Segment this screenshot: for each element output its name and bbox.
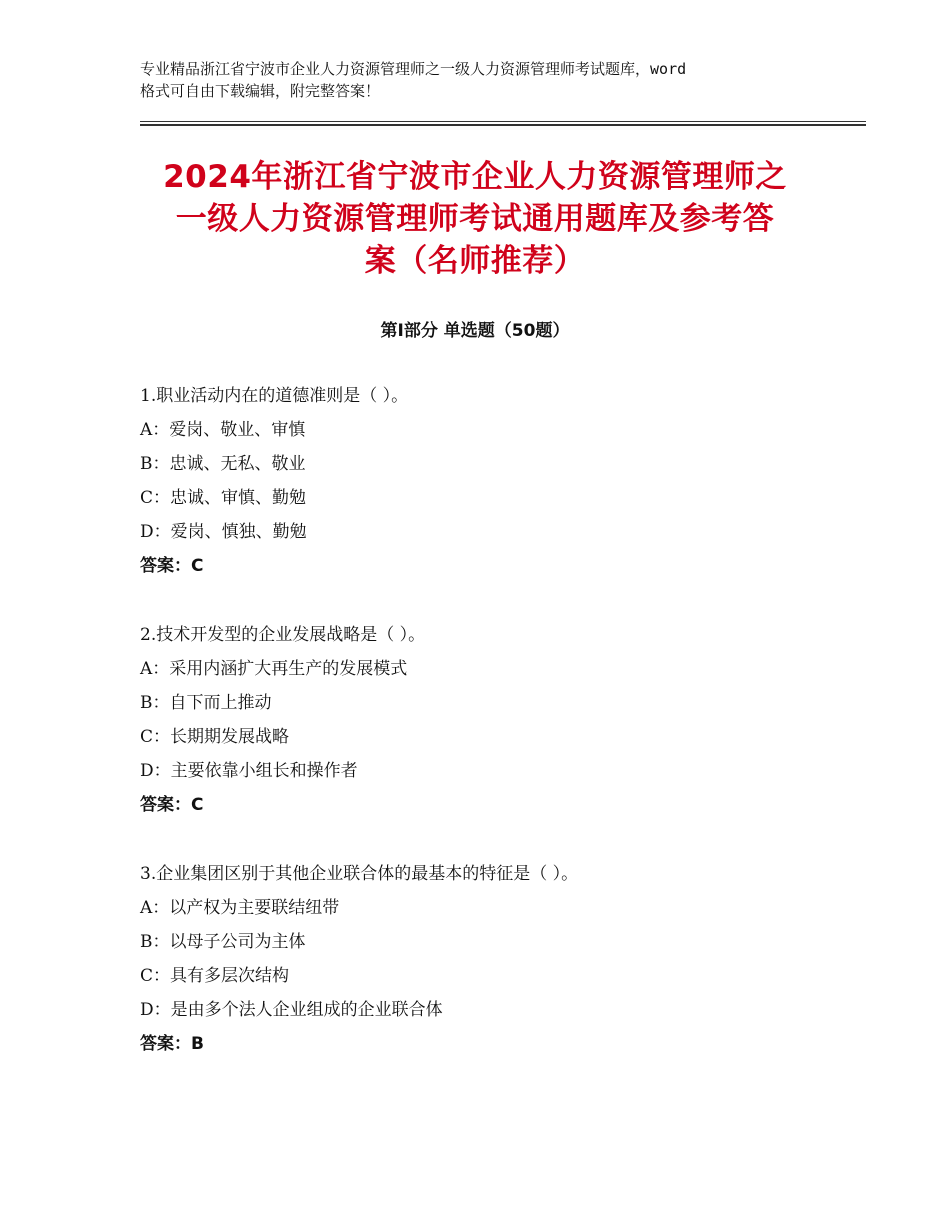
document-title	[100, 156, 850, 282]
question-2	[140, 618, 860, 822]
header-divider-thick	[140, 124, 866, 126]
option-d: D：爱岗、慎独、勤勉	[140, 522, 307, 542]
question-stem: 2.技术开发型的企业发展战略是（ ）。	[140, 625, 426, 645]
option-c: C：忠诚、审慎、勤勉	[140, 488, 307, 508]
answer-label: 答案：C	[140, 556, 204, 576]
document-title-line-1: 2024年浙江省宁波市企业人力资源管理师之	[163, 159, 787, 195]
option-d: D：主要依靠小组长和操作者	[140, 761, 358, 781]
header-divider-thin	[140, 121, 866, 122]
header-note	[140, 58, 840, 102]
answer-label: 答案：C	[140, 795, 204, 815]
header-note-line-2: 格式可自由下载编辑，附完整答案！	[140, 82, 381, 100]
header-note-line-1: 专业精品浙江省宁波市企业人力资源管理师之一级人力资源管理师考试题库，word	[140, 60, 687, 78]
option-c: C：具有多层次结构	[140, 966, 290, 986]
question-stem: 3.企业集团区别于其他企业联合体的最基本的特征是（ ）。	[140, 864, 579, 884]
document-title-line-2: 一级人力资源管理师考试通用题库及参考答	[175, 201, 775, 237]
option-a: A：采用内涵扩大再生产的发展模式	[140, 659, 408, 679]
option-a: A：爱岗、敬业、审慎	[140, 420, 306, 440]
option-d: D：是由多个法人企业组成的企业联合体	[140, 1000, 443, 1020]
section-heading: 第Ⅰ部分 单选题（50题）	[380, 321, 570, 341]
option-a: A：以产权为主要联结纽带	[140, 898, 340, 918]
option-c: C：长期期发展战略	[140, 727, 290, 747]
question-stem: 1.职业活动内在的道德准则是（ ）。	[140, 386, 409, 406]
question-1	[140, 379, 860, 583]
option-b: B：以母子公司为主体	[140, 932, 306, 952]
answer-label: 答案：B	[140, 1034, 204, 1054]
option-b: B：自下而上推动	[140, 693, 272, 713]
option-b: B：忠诚、无私、敬业	[140, 454, 306, 474]
question-3	[140, 857, 860, 1061]
document-title-line-3: 案（名师推荐）	[364, 243, 586, 279]
